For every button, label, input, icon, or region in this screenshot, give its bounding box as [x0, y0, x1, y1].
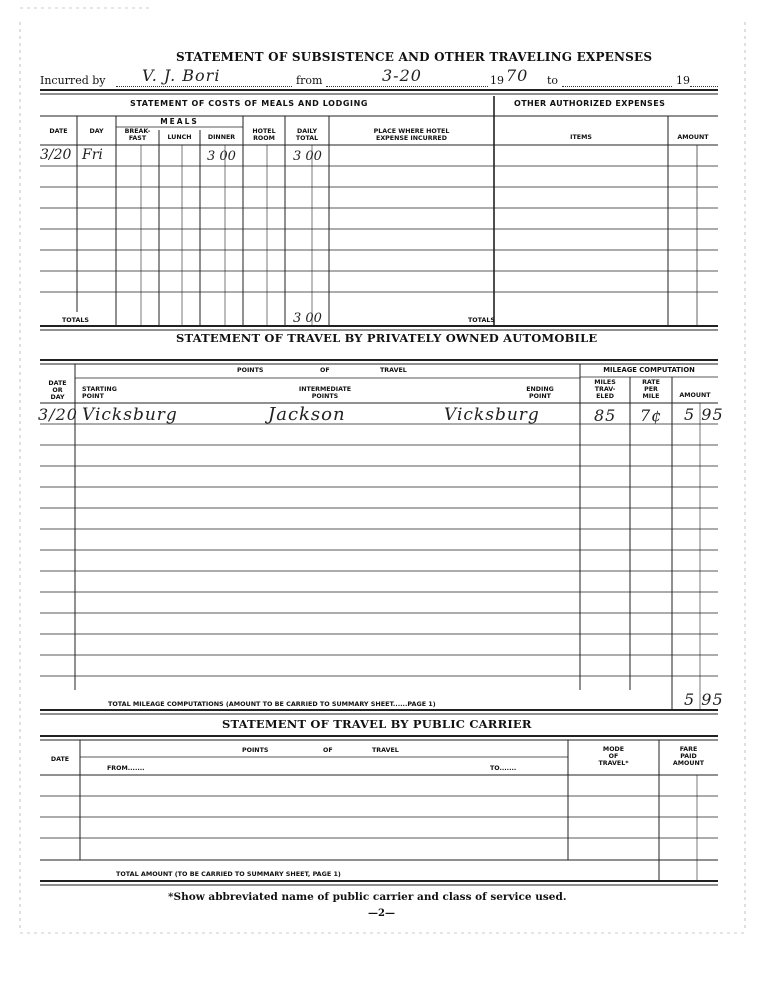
year-suffix: 70	[506, 66, 529, 85]
hotel-room-header: HOTEL ROOM	[252, 128, 276, 142]
dinner-header: DINNER	[207, 134, 236, 141]
auto-row-start: Vicksburg	[82, 405, 178, 425]
incurred-by-name: V. J. Bori	[142, 66, 221, 85]
meals-row-dinner: 3 00	[207, 149, 236, 164]
public-date-header: DATE	[50, 756, 70, 763]
items-header: ITEMS	[570, 134, 592, 141]
meals-day-header: DAY	[89, 128, 104, 135]
auto-section-title: STATEMENT OF TRAVEL BY PRIVATELY OWNED AUTOMOBILE	[176, 331, 598, 345]
meals-amount-header: AMOUNT	[677, 134, 709, 141]
auto-row-miles: 85	[594, 406, 617, 425]
public-points-word-3: TRAVEL	[372, 747, 399, 754]
other-totals-label: TOTALS	[468, 317, 495, 324]
from-label: from	[296, 74, 323, 87]
auto-row-rate: 7¢	[640, 406, 663, 425]
auto-total-label: TOTAL MILEAGE COMPUTATIONS (AMOUNT TO BE CARRIED TO SUMMARY SHEET......PAGE 1)	[108, 700, 436, 708]
place-header: PLACE WHERE HOTEL EXPENSE INCURRED	[373, 128, 450, 142]
meals-row-day: Fri	[82, 147, 103, 163]
to-line	[562, 86, 672, 87]
meals-row-daily: 3 00	[293, 149, 322, 164]
auto-intermediate-header: INTERMEDIATE POINTS	[298, 386, 352, 400]
public-points-word-1: POINTS	[242, 747, 269, 754]
public-from-label: FROM.......	[107, 765, 145, 772]
form-title: STATEMENT OF SUBSISTENCE AND OTHER TRAVELING EXPENSES	[176, 50, 653, 64]
public-points-word-2: OF	[323, 747, 333, 754]
to-year-prefix: 19	[676, 74, 690, 87]
lunch-header: LUNCH	[167, 134, 192, 141]
auto-total-amount: 5 95	[684, 690, 724, 709]
auto-row-intermediate: Jackson	[268, 404, 346, 425]
from-date: 3-20	[382, 66, 422, 85]
fare-paid-header: FARE PAID AMOUNT	[672, 746, 705, 767]
meals-date-header: DATE	[49, 128, 68, 135]
other-expenses-title: OTHER AUTHORIZED EXPENSES	[514, 99, 666, 108]
rate-per-mile-header: RATE PER MILE	[642, 379, 660, 400]
miles-traveled-header: MILES TRAV- ELED	[594, 379, 616, 400]
mileage-computation-header: MILEAGE COMPUTATION	[603, 366, 695, 374]
daily-total-header: DAILY TOTAL	[295, 128, 319, 142]
breakfast-header: BREAK- FAST	[124, 128, 151, 142]
auto-points-word-2: OF	[320, 367, 330, 374]
public-total-label: TOTAL AMOUNT (TO BE CARRIED TO SUMMARY SHEET, PAGE 1)	[116, 870, 341, 878]
auto-points-word-1: POINTS	[237, 367, 264, 374]
auto-ending-header: ENDING POINT	[526, 386, 554, 400]
year-prefix: 19	[490, 74, 504, 87]
incurred-by-line	[116, 86, 292, 87]
from-line	[326, 86, 488, 87]
auto-date-header: DATE OR DAY	[48, 380, 67, 401]
auto-amount-header: AMOUNT	[679, 392, 711, 399]
to-label: to	[547, 74, 559, 87]
meals-section-title: STATEMENT OF COSTS OF MEALS AND LODGING	[130, 99, 369, 108]
meals-total-daily: 3 00	[293, 311, 322, 326]
public-to-label: TO.......	[490, 765, 517, 772]
auto-row-date: 3/20	[38, 405, 78, 424]
auto-row-end: Vicksburg	[444, 405, 540, 425]
auto-row-amount: 5 95	[684, 405, 724, 424]
meals-row-date: 3/20	[40, 147, 72, 163]
footnote: *Show abbreviated name of public carrier and class of service used.	[168, 891, 567, 903]
to-year-line	[690, 86, 718, 87]
meals-group-header: MEALS	[160, 117, 199, 126]
auto-starting-header: STARTING POINT	[82, 386, 117, 400]
mode-of-travel-header: MODE OF TRAVEL*	[598, 746, 629, 767]
auto-points-word-3: TRAVEL	[380, 367, 407, 374]
meals-totals-label: TOTALS	[62, 317, 89, 324]
public-section-title: STATEMENT OF TRAVEL BY PUBLIC CARRIER	[222, 717, 532, 731]
incurred-by-label: Incurred by	[40, 74, 106, 87]
page-number: —2—	[368, 908, 395, 919]
